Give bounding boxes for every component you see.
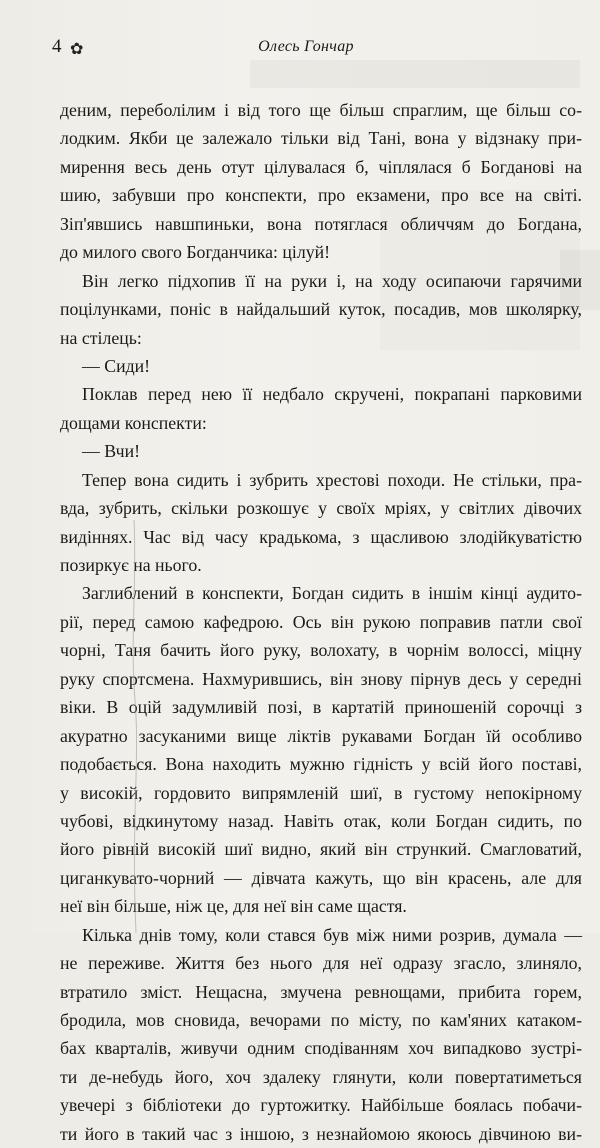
text-line: бах кварталів, живучи одним сподіванням хоч випадково зустрі- <box>60 1038 582 1059</box>
text-line: до милого свого Богданчика: цілуй! <box>60 242 331 263</box>
text-line: увечері з бібліотеки до гуртожитку. Найбільше боялась побачи- <box>60 1095 582 1116</box>
text-line: видіннях. Час від часу крадькома, з щасливою злодійкуватістю <box>60 526 582 547</box>
text-line: лодким. Якби це залежало тільки від Тані, вона у відзнаку при- <box>60 128 582 149</box>
page-header <box>52 36 560 66</box>
text-line: Зіп'явшись навшпиньки, вона потяглася обличчям до Богдана, <box>60 213 582 234</box>
text-line: дощами конспекти: <box>60 412 207 433</box>
text-line: ти де-небудь його, хоч здалеку глянути, коли повертатиметься <box>60 1066 582 1087</box>
text-line: Тепер вона сидить і зубрить хрестові походи. Не стільки, пра- <box>82 469 582 490</box>
text-line: не переживе. Життя без нього для неї одразу згасло, злиняло, <box>60 953 582 974</box>
body-text <box>60 96 582 1148</box>
text-line: на стілець: <box>60 327 142 348</box>
text-line: у високій, гордовито випрямленій шиї, в густому непокірному <box>60 782 582 803</box>
text-line: акуратно засуканими вище ліктів рукавами Богдан їй особливо <box>60 725 582 746</box>
running-head: Олесь Гончар <box>258 38 354 55</box>
text-line: ти його в такий час з іншою, з незнайомою якоюсь дівчиною ви- <box>60 1123 582 1144</box>
text-line: чубові, відкинутому назад. Навіть отак, коли Богдан сидить, по <box>60 810 582 831</box>
text-line: циганкувато-чорний — дівчата кажуть, що він красень, але для <box>60 867 582 888</box>
text-line: — Сиди! <box>82 355 151 376</box>
text-line: неї він більше, ніж це, для неї він саме щастя. <box>60 896 407 917</box>
text-line: рії, перед самою кафедрою. Ось він рукою поправив патли свої <box>60 611 582 632</box>
text-line: подобається. Вона находить мужню гідність у всій його поставі, <box>60 754 582 775</box>
ornament-flourish-icon: ✿ <box>70 41 84 58</box>
text-line: Поклав перед нею її недбало скручені, покрапані парковими <box>82 384 582 405</box>
text-line: деним, переболілим і від того ще більш спраглим, ще більш со- <box>60 100 582 120</box>
text-line: позиркує на нього. <box>60 555 202 575</box>
text-line: його рівній високій шиї видно, який він стрункий. Смагловатий, <box>60 839 582 860</box>
text-line: чорні, Таня бачить його руку, волохату, в чорнім волоссі, міцну <box>60 640 582 661</box>
text-line: Заглиблений в конспекти, Богдан сидить в іншім кінці аудито- <box>82 583 582 604</box>
text-line: мирення весь день отут цілувалася б, чіплялася б Богданові на <box>60 156 582 177</box>
text-line: поцілунками, поніс в найдальший куток, посадив, мов школярку, <box>60 299 582 320</box>
page-number: 4 <box>52 36 62 57</box>
text-line: шию, забувши про конспекти, про екзамени, про все на світі. <box>60 185 582 206</box>
text-line: віки. В оцій задумливій позі, в картатій приношеній сорочці з <box>60 697 582 718</box>
text-line: втратило зміст. Нещасна, змучена ревнощами, прибита горем, <box>60 981 582 1002</box>
text-line: Він легко підхопив її на руки і, на ходу осипаючи гарячими <box>82 270 582 291</box>
text-line: бродила, мов сновида, вечорами по місту, по кам'яних катаком- <box>60 1010 582 1030</box>
text-line: вда, зубрить, скільки розкошує у своїх мріях, у світлих дівочих <box>60 498 582 519</box>
text-line: руку спортсмена. Нахмурившись, він знову пірнув десь у середні <box>60 668 582 689</box>
text-line: — Вчи! <box>82 441 141 462</box>
text-line: Кілька днів тому, коли стався був між ними розрив, думала — <box>82 924 582 945</box>
